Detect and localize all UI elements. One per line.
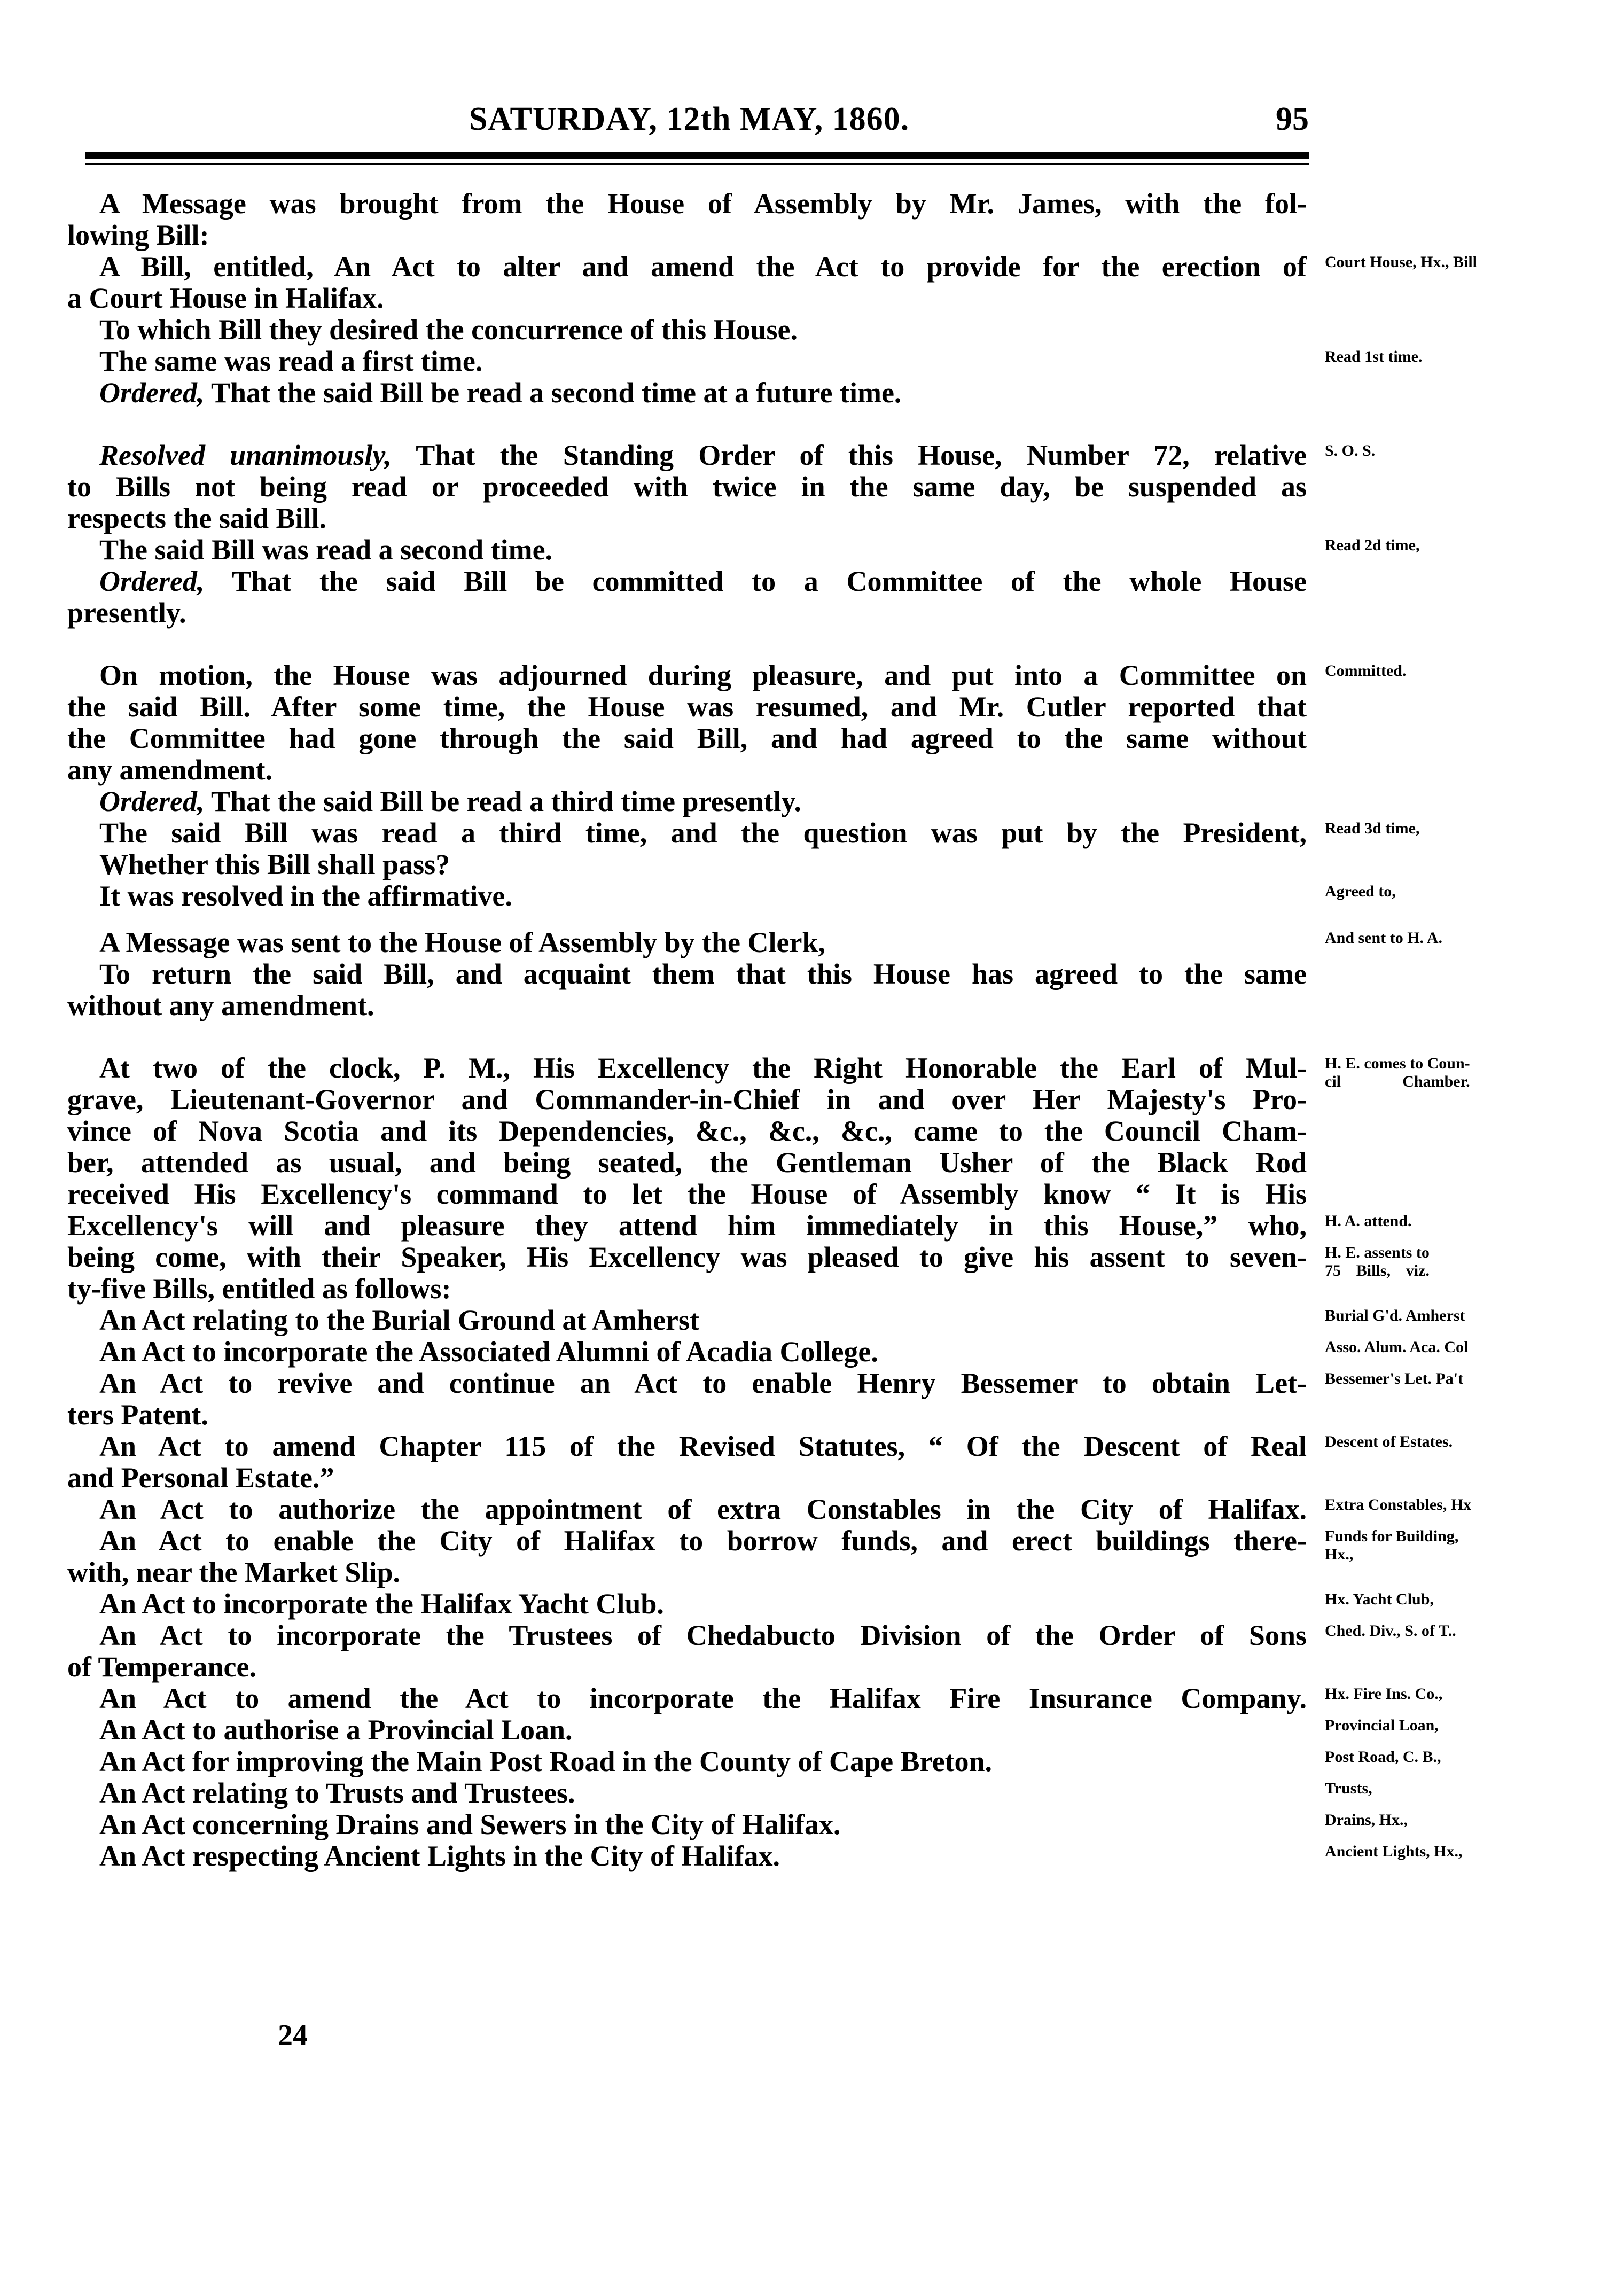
margin-note: Read 2d time, — [1325, 536, 1420, 554]
header-rule — [85, 152, 1309, 159]
text-line: presently. — [67, 597, 186, 629]
margin-note: S. O. S. — [1325, 442, 1376, 459]
text-line: An Act to incorporate the Associated Alumni of Acadia College. Asso. Alum. Aca. Col — [99, 1336, 1469, 1368]
margin-note: Post Road, C. B., — [1325, 1748, 1441, 1766]
text-line: An Act for improving the Main Post Road in the County of Cape Breton. Post Road, C. B., — [99, 1745, 1441, 1777]
margin-note: Hx. Yacht Club, — [1325, 1590, 1434, 1608]
text-line: the Committee had gone through the said Bill, and had agreed to the same without — [67, 722, 1307, 754]
text-line: Resolved unanimously, That the Standing Order of this House, Number 72, relative S. O. S. — [99, 439, 1376, 471]
text-line: To return the said Bill, and acquaint them that this House has agreed to the same — [99, 958, 1307, 990]
text-line: Ordered, That the said Bill be read a third time presently. — [99, 785, 802, 817]
text-line: Whether this Bill shall pass? — [99, 848, 450, 880]
text-line: and Personal Estate.” — [67, 1462, 334, 1494]
margin-note: Committed. — [1325, 662, 1407, 680]
text-line: the said Bill. After some time, the House was resumed, and Mr. Cutler reported that — [67, 691, 1307, 723]
margin-note: Agreed to, — [1325, 883, 1396, 900]
margin-note: Read 1st time. — [1325, 348, 1423, 365]
text-line: Ordered, That the said Bill be read a second time at a future time. — [99, 377, 902, 409]
text-line: vince of Nova Scotia and its Dependencies, &c., &c., &c., came to the Council Cham- — [67, 1115, 1307, 1147]
text-line: An Act concerning Drains and Sewers in the City of Halifax. Drains, Hx., — [99, 1808, 1408, 1840]
margin-note: H. E. assents to 75 Bills, viz. — [1325, 1244, 1430, 1280]
margin-note: Hx. Fire Ins. Co., — [1325, 1685, 1443, 1703]
text-line: The said Bill was read a second time. Read 2d time, — [99, 534, 1420, 566]
margin-note: Asso. Alum. Aca. Col — [1325, 1338, 1469, 1356]
text-line: ters Patent. — [67, 1399, 208, 1431]
margin-note: Read 3d time, — [1325, 820, 1420, 837]
text-line: with, near the Market Slip. — [67, 1556, 400, 1588]
text-line: a Court House in Halifax. — [67, 282, 384, 314]
text-line: ber, attended as usual, and being seated, the Gentleman Usher of the Black Rod — [67, 1146, 1307, 1179]
text-line: any amendment. — [67, 754, 273, 786]
margin-note: Descent of Estates. — [1325, 1433, 1453, 1450]
text-line: grave, Lieutenant-Governor and Commander-in-Chief in and over Her Majesty's Pro- — [67, 1083, 1307, 1115]
text-line: A Message was sent to the House of Assembly by the Clerk, And sent to H. A. — [99, 926, 1443, 958]
text-line: Excellency's will and pleasure they attend him immediately in this House,” who, H. A. attend. — [67, 1210, 1412, 1242]
text-line: lowing Bill: — [67, 219, 209, 251]
text-line: The said Bill was read a third time, and the question was put by the President, Read 3d time, — [99, 817, 1420, 849]
text-line: An Act to amend the Act to incorporate the Halifax Fire Insurance Company. Hx. Fire Ins. Co., — [99, 1682, 1443, 1714]
page-number: 95 — [1276, 101, 1309, 137]
signature-number: 24 — [278, 2019, 308, 2052]
margin-note: H. A. attend. — [1325, 1212, 1412, 1230]
margin-note: Provincial Loan, — [1325, 1717, 1439, 1734]
margin-note: Bessemer's Let. Pa't — [1325, 1370, 1464, 1387]
text-line: On motion, the House was adjourned during pleasure, and put into a Committee on Committed. — [99, 659, 1407, 691]
text-line: An Act to revive and continue an Act to enable Henry Bessemer to obtain Let- Bessemer's Let. Pa't — [99, 1367, 1464, 1399]
text-line: A Message was brought from the House of Assembly by Mr. James, with the fol- — [99, 188, 1307, 220]
margin-note: Court House, Hx., Bill — [1325, 253, 1478, 271]
text-line: An Act relating to the Burial Ground at Amherst Burial G'd. Amherst — [99, 1304, 1465, 1336]
text-line: of Temperance. — [67, 1651, 256, 1683]
margin-note: And sent to H. A. — [1325, 929, 1443, 947]
text-line: An Act to enable the City of Halifax to borrow funds, and erect buildings there- Funds for Building, Hx., — [99, 1525, 1459, 1563]
text-line: To which Bill they desired the concurrence of this House. — [99, 314, 798, 346]
margin-note: Funds for Building, Hx., — [1325, 1527, 1459, 1563]
text-line: A Bill, entitled, An Act to alter and amend the Act to provide for the erection of Court House, Hx., Bill — [99, 251, 1478, 283]
margin-note: Ched. Div., S. of T.. — [1325, 1622, 1456, 1640]
margin-note: Ancient Lights, Hx., — [1325, 1843, 1463, 1860]
header-title: SATURDAY, 12th MAY, 1860. — [469, 101, 910, 137]
text-line: respects the said Bill. — [67, 502, 326, 534]
text-line: An Act to amend Chapter 115 of the Revised Statutes, “ Of the Descent of Real Descent of Estates. — [99, 1430, 1453, 1462]
text-line: An Act relating to Trusts and Trustees. Trusts, — [99, 1777, 1372, 1809]
text-line: received His Excellency's command to let the House of Assembly know “ It is His — [67, 1178, 1307, 1210]
text-line: to Bills not being read or proceeded with twice in the same day, be suspended as — [67, 471, 1307, 503]
text-line: It was resolved in the affirmative. Agreed to, — [99, 880, 1396, 912]
header-rule-thin — [85, 163, 1309, 165]
text-line: Ordered, That the said Bill be committed to a Committee of the whole House — [99, 565, 1307, 597]
margin-note: Extra Constables, Hx — [1325, 1496, 1472, 1514]
journal-body — [67, 188, 1478, 1872]
text-line: ty-five Bills, entitled as follows: — [67, 1273, 451, 1305]
text-line: An Act to authorize the appointment of extra Constables in the City of Halifax. Extra Constables, Hx — [99, 1493, 1472, 1525]
text-line: An Act respecting Ancient Lights in the City of Halifax. Ancient Lights, Hx., — [99, 1840, 1463, 1872]
text-line: At two of the clock, P. M., His Excellency the Right Honorable the Earl of Mul- H. E. comes to Coun- cil Chamber. — [99, 1052, 1470, 1090]
margin-note: H. E. comes to Coun- cil Chamber. — [1325, 1055, 1470, 1090]
text-line: The same was read a first time. Read 1st time. — [99, 345, 1423, 377]
text-line: An Act to incorporate the Trustees of Chedabucto Division of the Order of Sons Ched. Div., S. of T.. — [99, 1619, 1456, 1651]
page-header — [69, 100, 1309, 143]
margin-note: Drains, Hx., — [1325, 1811, 1408, 1829]
margin-note: Burial G'd. Amherst — [1325, 1307, 1465, 1324]
text-line: An Act to authorise a Provincial Loan. Provincial Loan, — [99, 1714, 1439, 1746]
text-line: being come, with their Speaker, His Excellency was pleased to give his assent to seven- H. E. assents to 75 Bills, viz. — [67, 1241, 1430, 1280]
text-line: An Act to incorporate the Halifax Yacht Club. Hx. Yacht Club, — [99, 1588, 1434, 1620]
text-line: without any amendment. — [67, 989, 374, 1021]
margin-note: Trusts, — [1325, 1780, 1372, 1797]
